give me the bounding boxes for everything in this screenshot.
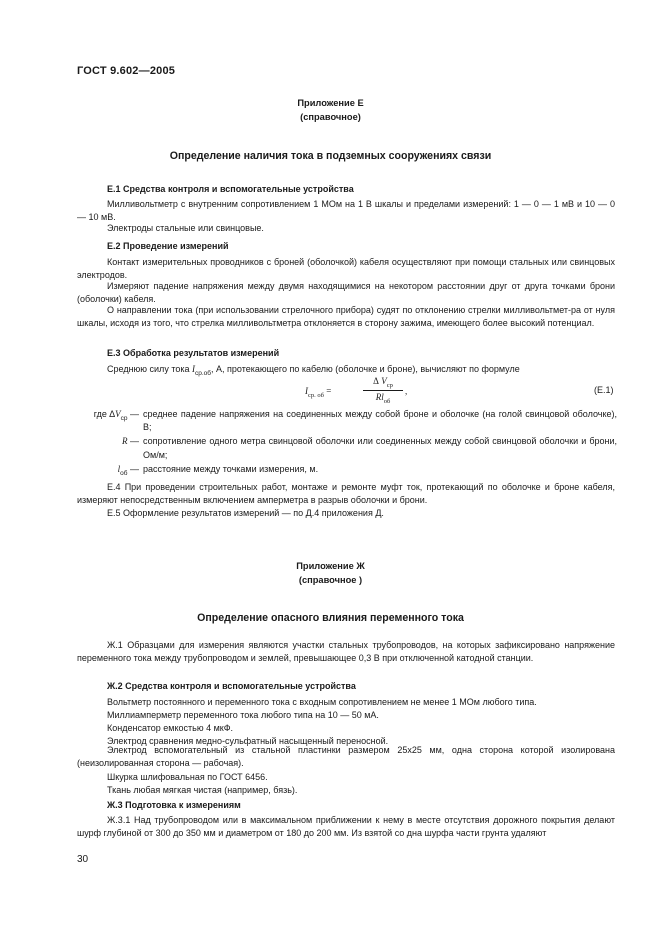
zh2-item: Миллиамперметр переменного тока любого типа на 10 — 50 мА. (107, 710, 379, 720)
appendix-zh-title: Определение опасного влияния переменного тока (197, 612, 464, 624)
def-subscript: об (120, 469, 128, 477)
where-label: где (93, 409, 107, 419)
zh3-heading: Ж.3 Подготовка к измерениям (107, 800, 241, 810)
formula-number: (Е.1) (594, 385, 614, 395)
formula-num-symbol: V (381, 376, 387, 386)
formula-den-symbol: Rl (375, 391, 384, 402)
def-subscript: ср (120, 414, 128, 422)
appendix-e-title: Определение наличия тока в подземных сооружениях связи (169, 150, 492, 162)
zh31-paragraph-text: Ж.3.1 Над трубопроводом или в максимальном приближении к нему в месте отсутствия дорожного покрытия делают шурф глубиной от 300 до 350 мм и диаметром от 180 до 200 мм. Из взятой со дна шурфа части грунта удаляют (77, 815, 615, 839)
def-symbol-l: l (117, 463, 121, 474)
zh1-paragraph-text: Ж.1 Образцами для измерения являются участки стальных трубопроводов, на которых зафиксировано напряжение переменного тока между трубопроводом и землей, превышающее 0,3 В при отключенной катодной станции. (77, 640, 615, 664)
zh2-item: Ткань любая мягкая чистая (например, бязь). (107, 785, 298, 795)
formula-comma: , (405, 386, 408, 396)
appendix-e-status: (справочное) (300, 112, 361, 122)
formula-numerator (363, 376, 403, 391)
formula-e1 (305, 376, 435, 410)
def-dash: — (127, 409, 139, 419)
e1-heading: Е.1 Средства контроля и вспомогательные устройства (107, 184, 354, 194)
definition-symbol (77, 463, 143, 480)
definition-row (77, 463, 617, 480)
e2-heading: Е.2 Проведение измерений (107, 241, 229, 251)
formula-fraction (363, 376, 403, 405)
zh2-electrode-text: Электрод вспомогательный из стальной пластинки размером 25х25 мм, одна сторона которой изолирована (неизолированная сторона — рабочая). (77, 745, 615, 769)
definition-symbol (77, 435, 143, 461)
formula-num-subscript: ср (386, 381, 393, 389)
e2-paragraph-2 (77, 280, 615, 307)
page-number: 30 (77, 854, 89, 865)
formula-lhs-symbol: I (305, 386, 308, 396)
e1-paragraph-1 (77, 198, 615, 225)
zh2-item: Вольтметр постоянного и переменного тока с входным сопротивлением не менее 1 МОм любого типа. (107, 697, 537, 707)
definition-text: сопротивление одного метра свинцовой оболочки или соединенных между собой свинцовой оболочки и брони, Ом/м; (143, 436, 617, 460)
zh2-heading: Ж.2 Средства контроля и вспомогательные устройства (107, 681, 356, 691)
standard-header: ГОСТ 9.602—2005 (77, 65, 176, 77)
e3-intro-subscript: ср.об (194, 369, 211, 377)
definition-symbol (77, 408, 143, 434)
symbol-definitions (77, 408, 617, 481)
e2-paragraph-3-text: О направлении тока (при использовании стрелочного прибора) судят по отклонению стрелки милливольтмет-ра от нуля шкалы, исходя из того, что стрелка милливольтметра отклоняется в сторону зажима, имеющего более высокий потенциал. (77, 305, 615, 329)
appendix-e-label: Приложение Е (297, 98, 364, 108)
e3-heading: Е.3 Обработка результатов измерений (107, 348, 280, 358)
zh2-item: Электрод сравнения медно-сульфатный насыщенный переносной. (107, 736, 389, 746)
def-symbol-v: V (115, 409, 121, 419)
e2-paragraph-3 (77, 304, 615, 331)
e2-paragraph-1-text: Контакт измерительных проводников с броней (оболочкой) кабеля осуществляют при помощи стальных или свинцовых электродов. (77, 257, 615, 281)
e4-paragraph (77, 481, 615, 508)
formula-lhs (305, 386, 331, 399)
def-symbol-r: R (121, 436, 128, 447)
e3-intro-symbol: I (191, 364, 195, 374)
formula-lhs-subscript: ср. об (308, 391, 324, 399)
e5-paragraph: Е.5 Оформление результатов измерений — по Д.4 приложения Д. (107, 508, 384, 518)
def-dash: — (127, 436, 139, 447)
definition-text: расстояние между точками измерения, м. (143, 463, 319, 474)
appendix-zh-status: (справочное ) (298, 575, 363, 585)
e3-intro-text-a: Среднюю силу тока (107, 364, 192, 374)
formula-equals: = (323, 386, 332, 396)
e3-intro-text-b: , А, протекающего по кабелю (оболочке и броне), вычисляют по формуле (211, 364, 520, 374)
def-dash: — (127, 463, 139, 474)
e1-paragraph-2: Электроды стальные или свинцовые. (107, 223, 264, 233)
e1-paragraph-1-text: Милливольтметр с внутренним сопротивлением 1 МОм на 1 В шкалы и пределами измерений: 1 — 0 — 1 мВ и 10 — 0 — 10 мВ. (77, 199, 615, 223)
definition-row (77, 408, 617, 434)
formula-denominator (363, 391, 403, 405)
definition-row (77, 435, 617, 461)
appendix-zh-label: Приложение Ж (296, 561, 365, 571)
e3-intro (107, 364, 520, 377)
e4-paragraph-text: Е.4 При проведении строительных работ, монтаже и ремонте муфт ток, протекающий по оболочке и броне кабеля, измеряют непосредственным включением амперметра в разрыв оболочки и брони. (77, 482, 615, 506)
def-delta: Δ (109, 409, 116, 419)
zh2-electrode-paragraph (77, 744, 615, 771)
e2-paragraph-2-text: Измеряют падение напряжения между двумя находящимися на некотором расстоянии друг от друга точками брони (оболочки) кабеля. (77, 281, 615, 305)
zh2-item: Шкурка шлифовальная по ГОСТ 6456. (107, 772, 268, 782)
definition-text: среднее падение напряжения на соединенных между собой броне и оболочке (на голой свинцовой оболочке), В; (143, 409, 617, 433)
formula-delta: Δ (373, 376, 379, 386)
zh31-paragraph (77, 814, 615, 841)
formula-den-subscript: об (383, 397, 391, 405)
zh1-paragraph (77, 639, 615, 666)
e2-paragraph-1 (77, 256, 615, 283)
zh2-item: Конденсатор емкостью 4 мкФ. (107, 723, 234, 733)
